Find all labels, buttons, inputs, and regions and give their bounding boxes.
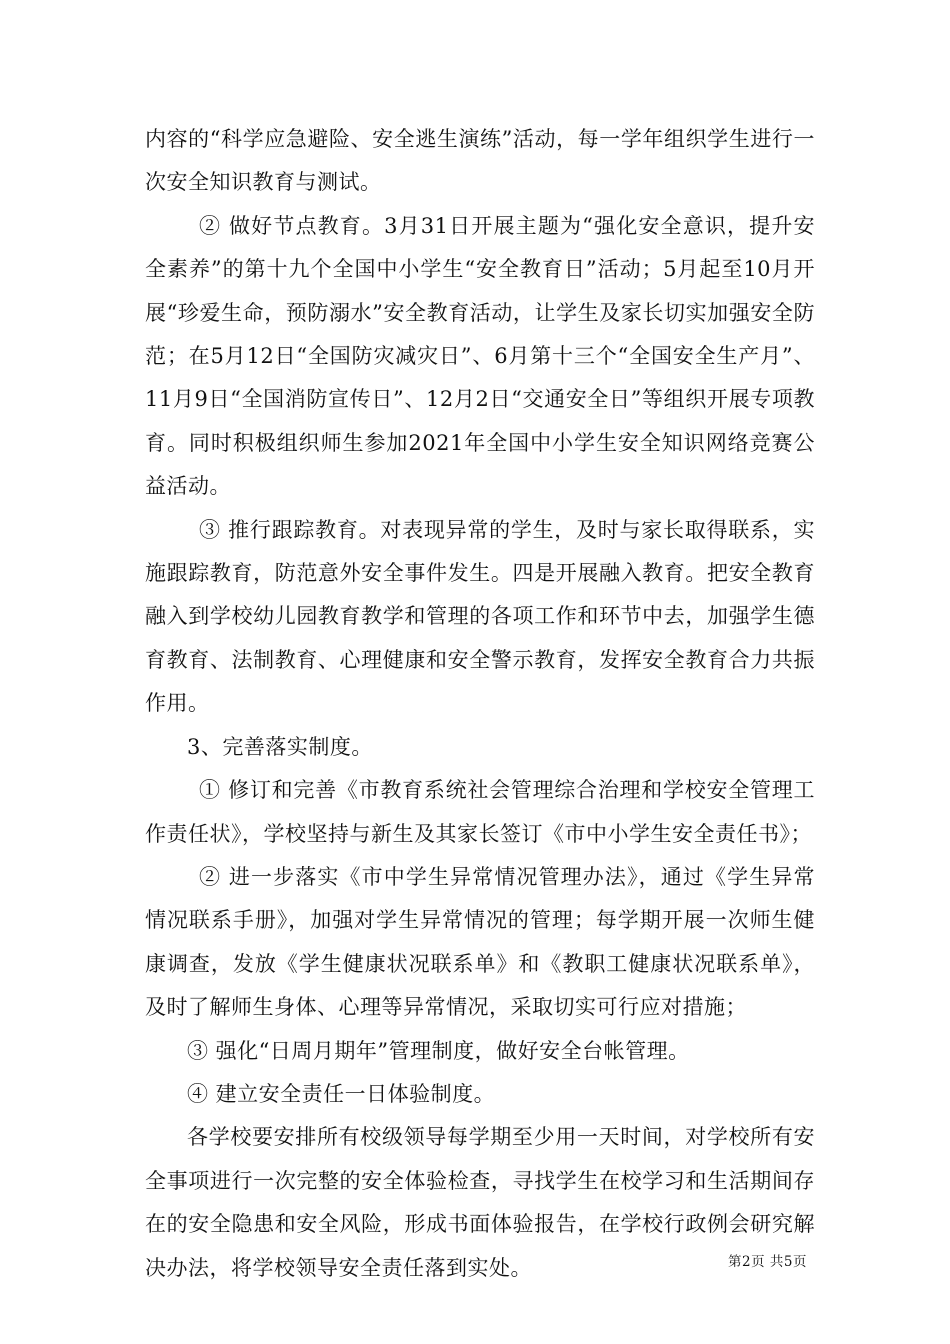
paragraph-continuation: 内容的“科学应急避险、安全逃生演练”活动，每一学年组织学生进行一次安全知识教育与测试。 (145, 127, 815, 195)
document-body (145, 118, 815, 1290)
section-heading-improve-system: 3、完善落实制度。 (187, 734, 373, 759)
paragraph-tracking-education: ③ 推行跟踪教育。对表现异常的学生，及时与家长取得联系，实施跟踪教育，防范意外安全事件发生。四是开展融入教育。把安全教育融入到学校幼儿园教育教学和管理的各项工作和环节中去，加强学生德育教育、法制教育、心理健康和安全警示教育，发挥安全教育合力共振作用。 (145, 517, 815, 716)
paragraph-node-education: ② 做好节点教育。3月31日开展主题为“强化安全意识，提升安全素养”的第十九个全国中小学生“安全教育日”活动；5月起至10月开展“珍爱生命，预防溺水”安全教育活动，让学生及家长切实加强安全防范；在5月12日“全国防灾减灾日”、6月第十三个“全国安全生产月”、11月9日“全国消防宣传日”、12月2日“交通安全日”等组织开展专项教育。同时积极组织师生参加2021年全国中小学生安全知识网络竞赛公益活动。 (145, 213, 815, 499)
paragraph-leader-inspection: 各学校要安排所有校级领导每学期至少用一天时间，对学校所有安全事项进行一次完整的安全体验检查，寻找学生在校学习和生活期间存在的安全隐患和安全风险，形成书面体验报告，在学校行政例会研究解决办法，将学校领导安全责任落到实处。 (145, 1125, 815, 1280)
page-number: 第2页 共5页 (728, 1254, 807, 1270)
paragraph-one-day-experience: ④ 建立安全责任一日体验制度。 (187, 1081, 496, 1106)
paragraph-management-system: ③ 强化“日周月期年”管理制度，做好安全台帐管理。 (187, 1038, 690, 1063)
paragraph-abnormal-management: ② 进一步落实《市中学生异常情况管理办法》，通过《学生异常情况联系手册》，加强对学生异常情况的管理；每学期开展一次师生健康调查，发放《学生健康状况联系单》和《教职工健康状况联系单》，及时了解师生身体、心理等异常情况，采取切实可行应对措施； (145, 864, 815, 1020)
paragraph-revise-responsibility: ① 修订和完善《市教育系统社会管理综合治理和学校安全管理工作责任状》，学校坚持与新生及其家长签订《市中小学生安全责任书》； (145, 778, 815, 846)
